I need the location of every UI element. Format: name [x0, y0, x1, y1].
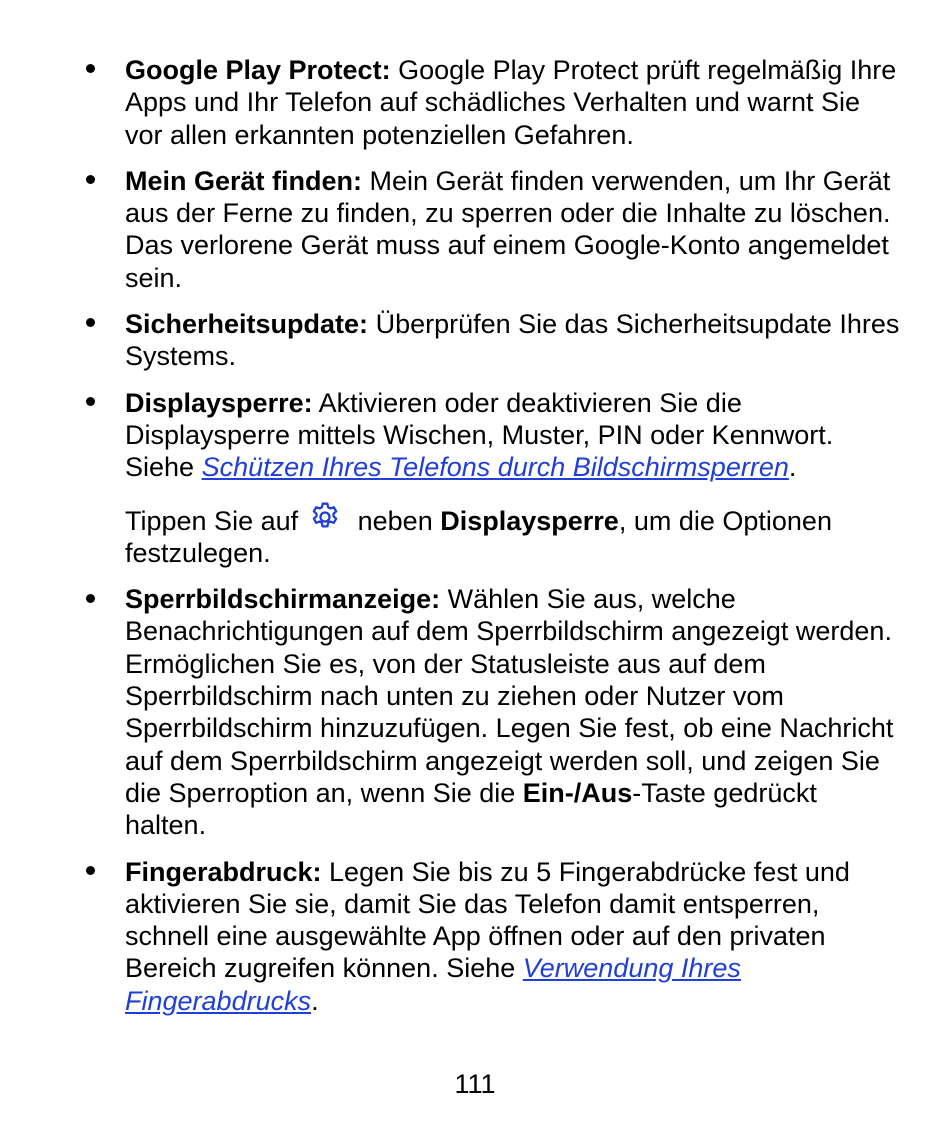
- list-item-sperrbildschirmanzeige: [0, 583, 950, 841]
- document-page: [0, 54, 950, 1031]
- bullet: [80, 165, 100, 197]
- list-item-sicherheitsupdate: [0, 308, 950, 373]
- item-text: Legen Sie bis zu 5 Fingerabdrücke fest und aktivieren Sie sie, damit Sie das Telefon damit entsperren, schnell eine ausgewählte App öffnen oder auf den privaten Bereich zugreifen können. Siehe: [125, 856, 850, 984]
- item-text-after: .: [311, 985, 319, 1016]
- item-term: Google Play Protect:: [125, 55, 391, 85]
- list-item-displaysperre: [0, 387, 950, 484]
- bullet: [80, 308, 100, 340]
- list-item-google-play-protect: [0, 54, 950, 151]
- item-term: Sicherheitsupdate:: [125, 309, 369, 340]
- bullet: [80, 387, 100, 419]
- bullet: [80, 583, 100, 615]
- note-text-after: , um die Optionen festzulegen.: [125, 505, 832, 568]
- item-text: Wählen Sie aus, welche Benachrichtigungen auf dem Sperrbildschirm angezeigt werden. Ermöglichen Sie es, von der Statusleiste aus auf dem Sperrbildschirm nach unten zu ziehen oder Nutzer vom Sperrbildschirm hinzuzufügen. Legen Sie fest, ob eine Nachricht auf dem Sperrbildschirm angezeigt werden soll, und zeigen Sie die Sperroption an, wenn Sie die: [125, 584, 894, 808]
- item-text: Google Play Protect prüft regelmäßig Ihre Apps und Ihr Telefon auf schädliches Verhalten und warnt Sie vor allen erkannten potenziellen Gefahren.: [125, 55, 897, 150]
- list-item-fingerabdruck: [0, 856, 950, 1017]
- item-text: Aktivieren oder deaktivieren Sie die Displaysperre mittels Wischen, Muster, PIN oder Kennwort. Siehe: [125, 387, 834, 483]
- item-term: Mein Gerät finden:: [125, 165, 363, 196]
- list-item-mein-geraet-finden: [0, 165, 950, 294]
- item-term: Displaysperre:: [125, 387, 313, 418]
- item-bold-ein-aus: Ein-/Aus: [522, 777, 633, 808]
- note-bold: Displaysperre: [440, 505, 619, 536]
- item-text: Mein Gerät finden verwenden, um Ihr Gerät aus der Ferne zu finden, zu sperren oder die Inhalte zu löschen. Das verlorene Gerät muss auf einem Google-Konto angemeldet sein.: [125, 165, 891, 293]
- link-bildschirmsperren[interactable]: Schützen Ihres Telefons durch Bildschirmsperren: [201, 452, 789, 483]
- gear-icon: [308, 500, 342, 534]
- page-number: 111: [454, 1069, 496, 1099]
- link-fingerabdruck[interactable]: Verwendung Ihres Fingerabdrucks: [125, 953, 741, 1016]
- item-term: Fingerabdruck:: [125, 856, 322, 887]
- displaysperre-note: [0, 500, 950, 570]
- item-term: Sperrbildschirmanzeige:: [125, 584, 441, 615]
- item-text-after: .: [788, 452, 797, 483]
- note-text-before: Tippen Sie auf: [125, 505, 299, 536]
- bullet: [80, 54, 100, 86]
- item-text-after: -Taste gedrückt halten.: [125, 777, 817, 841]
- item-text: Überprüfen Sie das Sicherheitsupdate Ihres Systems.: [125, 309, 900, 372]
- bullet: [80, 856, 100, 888]
- note-text-middle: neben: [350, 505, 441, 536]
